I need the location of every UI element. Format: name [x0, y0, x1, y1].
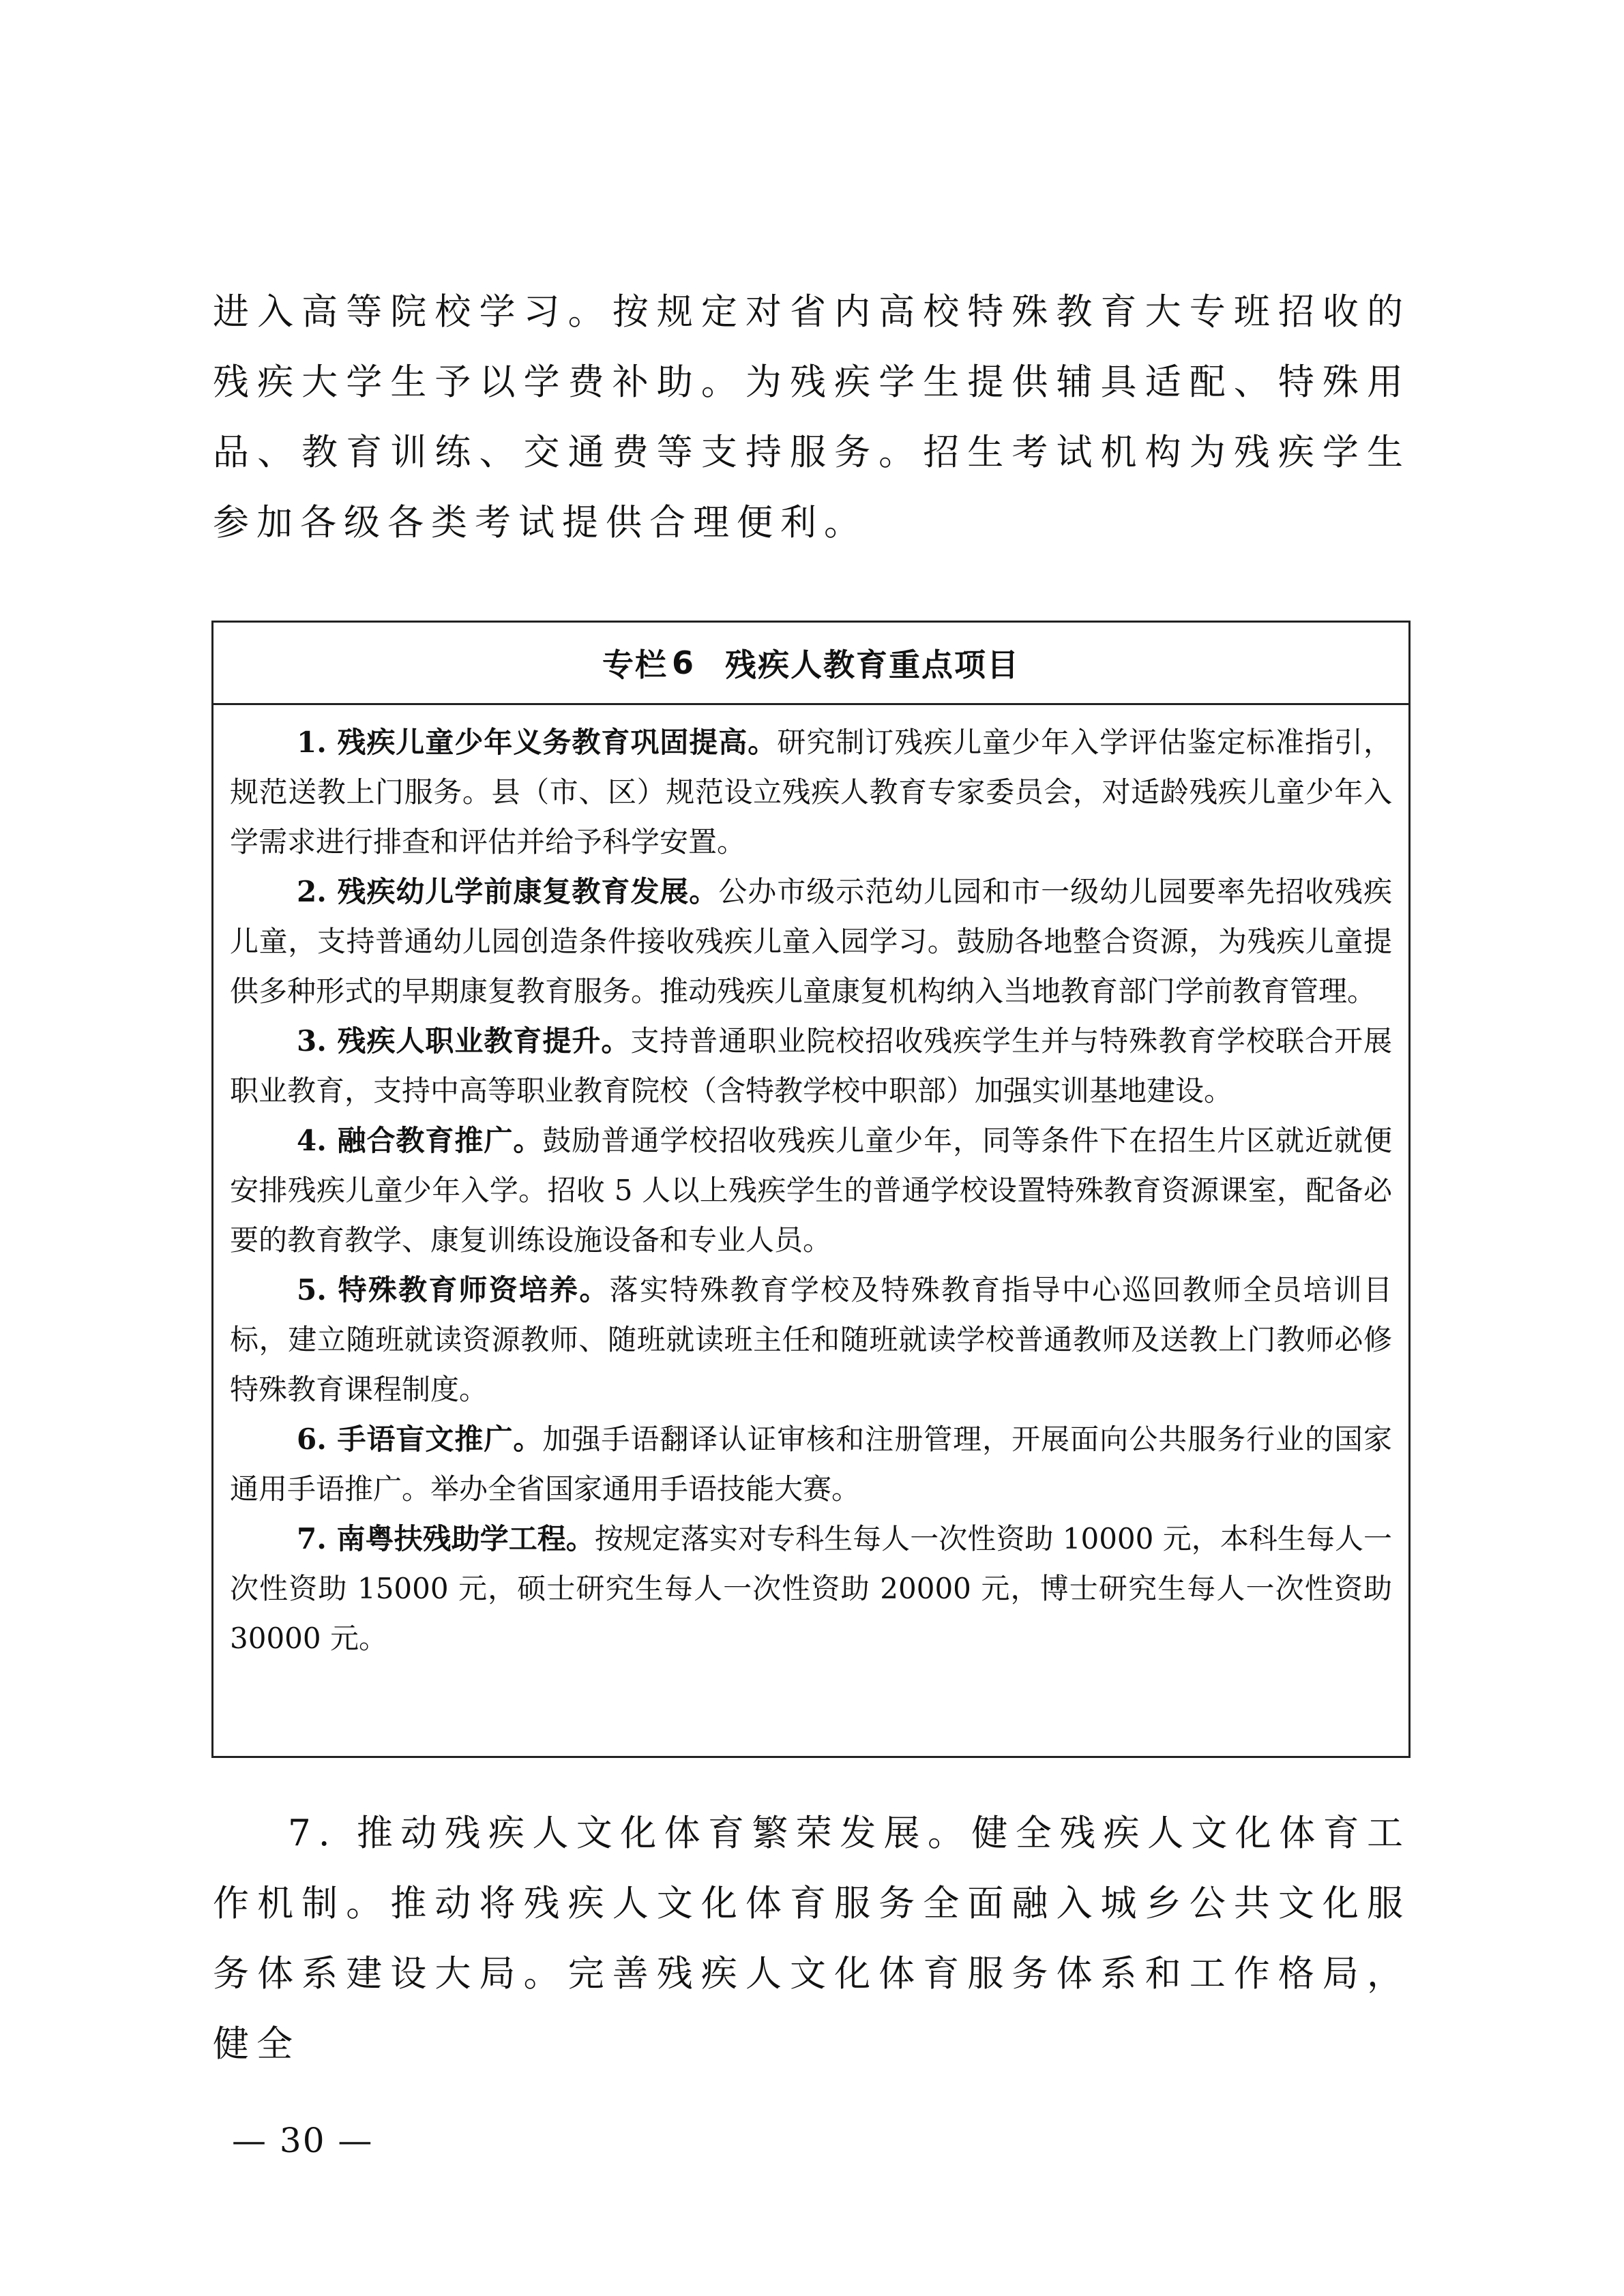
box-item: [230, 1116, 1392, 1265]
closing-paragraph: 7. 推动残疾人文化体育繁荣发展。健全残疾人文化体育工作机制。推动将残疾人文化体育服务全面融入城乡公共文化服务体系建设大局。完善残疾人文化体育服务体系和工作格局，健全: [213, 1813, 1411, 2065]
box-item-text: 研究制订残疾儿童少年入学评估鉴定标准指引，规范送教上门服务。县（市、区）规范设立残疾人教育专家委员会，对适龄残疾儿童少年入学需求进行排查和评估并给予科学安置。: [230, 726, 1392, 859]
box-item-heading: 2. 残疾幼儿学前康复教育发展。: [297, 875, 719, 908]
box-item: [230, 867, 1392, 1016]
box-item-heading: 7. 南粤扶残助学工程。: [297, 1522, 595, 1555]
box-item-heading: 1. 残疾儿童少年义务教育巩固提高。: [297, 726, 778, 759]
box-title-prefix: 专栏: [602, 646, 668, 683]
box-item-heading: 4. 融合教育推广。: [297, 1124, 543, 1157]
box-title: [213, 623, 1408, 705]
box-item-text: 落实特殊教育学校及特殊教育指导中心巡回教师全员培训目标，建立随班就读资源教师、随班就读班主任和随班就读学校普通教师及送教上门教师必修特殊教育课程制度。: [230, 1273, 1392, 1406]
box-item: [230, 1414, 1392, 1514]
box-item-text: 公办市级示范幼儿园和市一级幼儿园要率先招收残疾儿童，支持普通幼儿园创造条件接收残疾儿童入园学习。鼓励各地整合资源，为残疾儿童提供多种形式的早期康复教育服务。推动残疾儿童康复机构纳入当地教育部门学前教育管理。: [230, 875, 1392, 1008]
box-item-heading: 6. 手语盲文推广。: [297, 1422, 543, 1456]
box-item-text: 按规定落实对专科生每人一次性资助 10000 元，本科生每人一次性资助 15000 元，硕士研究生每人一次性资助 20000 元，博士研究生每人一次性资助 30000 元。: [230, 1522, 1393, 1655]
box-item-text: 加强手语翻译认证审核和注册管理，开展面向公共服务行业的国家通用手语推广。举办全省国家通用手语技能大赛。: [230, 1422, 1392, 1506]
box-item-text: 鼓励普通学校招收残疾儿童少年，同等条件下在招生片区就近就便安排残疾儿童少年入学。招收 5 人以上残疾学生的普通学校设置特殊教育资源课室，配备必要的教育教学、康复训练设施设备和专业人员。: [230, 1124, 1392, 1257]
feature-box: [211, 621, 1411, 1758]
box-item: [230, 1016, 1392, 1116]
box-item: [230, 1514, 1392, 1663]
box-title-text: 残疾人教育重点项目: [725, 646, 1020, 683]
box-item-heading: 5. 特殊教育师资培养。: [297, 1273, 610, 1307]
box-item: [230, 717, 1392, 867]
box-item-heading: 3. 残疾人职业教育提升。: [297, 1024, 631, 1058]
box-item-text: 支持普通职业院校招收残疾学生并与特殊教育学校联合开展职业教育，支持中高等职业教育院校（含特教学校中职部）加强实训基地建设。: [230, 1024, 1392, 1107]
box-title-number: 6: [671, 644, 695, 681]
intro-paragraph: 进入高等院校学习。按规定对省内高校特殊教育大专班招收的残疾大学生予以学费补助。为残疾学生提供辅具适配、特殊用品、教育训练、交通费等支持服务。招生考试机构为残疾学生参加各级各类考试提供合理便利。: [213, 291, 1411, 543]
page-number: — 30 —: [232, 2121, 374, 2160]
box-body: [213, 705, 1408, 1663]
box-item: [230, 1265, 1392, 1414]
